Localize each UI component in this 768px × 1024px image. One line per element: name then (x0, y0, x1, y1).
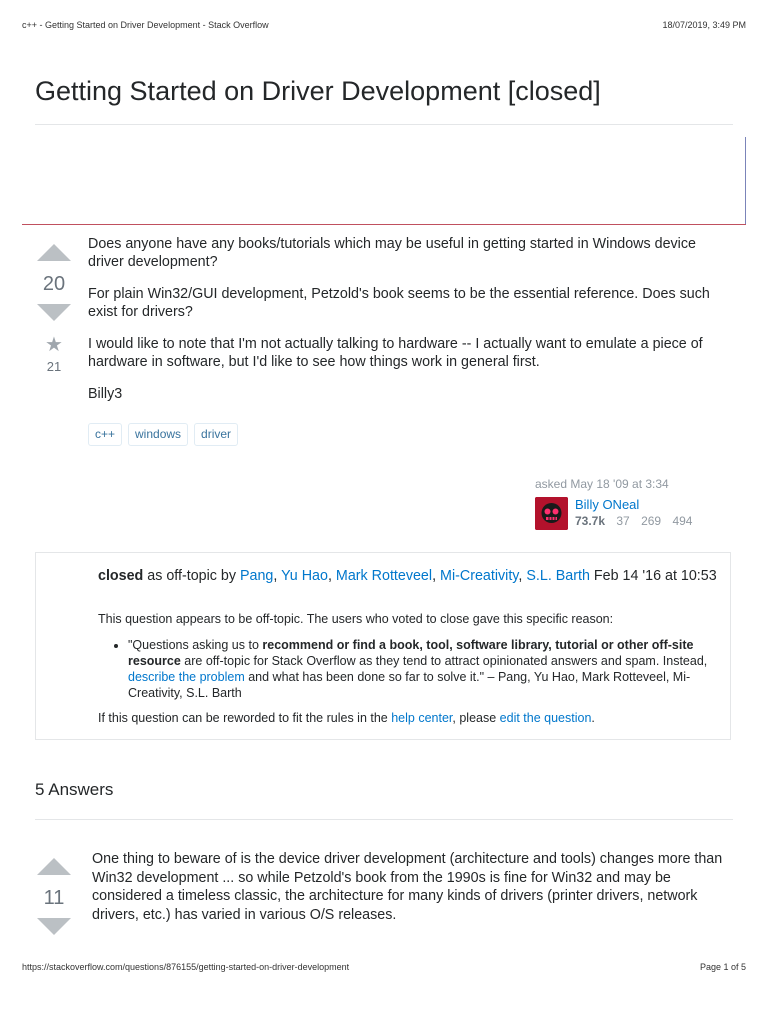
footer-text: , please (452, 711, 500, 725)
separator: , (327, 568, 336, 584)
answer-body: One thing to beware of is the device driver development (architecture and tools) changes more than Win32 development ... so while Petzold's book from the 1990s is fine for Win32 and may be considered a timeless classic, the architecture for many kinds of drivers (printer drivers, network drivers, etc.) has varied in various O/S releases. (92, 851, 723, 923)
answers-divider (35, 819, 733, 820)
question-vote-cell (34, 244, 74, 374)
voter-link[interactable]: Mi-Creativity (440, 568, 519, 584)
closed-date: Feb 14 '16 at 10:53 (589, 568, 717, 584)
gold-badge-count: 37 (616, 514, 630, 528)
avatar[interactable] (535, 497, 568, 530)
edit-question-link[interactable]: edit the question (499, 711, 592, 725)
question-paragraph: For plain Win32/GUI development, Petzold's book seems to be the essential reference. Does such exist for drivers? (88, 286, 710, 320)
voter-link[interactable]: Mark Rotteveel (335, 568, 433, 584)
print-header-date: 18/07/2019, 3:49 PM (662, 20, 746, 30)
question-tags (88, 423, 238, 446)
upvote-arrow-icon[interactable] (37, 244, 71, 261)
closed-reason-intro: This question appears to be off-topic. The users who voted to close gave this specific reason: (98, 612, 614, 626)
print-header-title: c++ - Getting Started on Driver Development - Stack Overflow (22, 20, 269, 30)
print-footer (22, 962, 746, 972)
closed-notice-header (98, 567, 718, 585)
closed-reason-list (98, 637, 718, 701)
tag-cpp[interactable]: c++ (88, 423, 122, 446)
reason-text: "Questions asking us to (128, 638, 263, 652)
closed-reason-item (128, 637, 718, 701)
question-signature: Billy3 (88, 386, 123, 402)
reason-bold-text: recommend or find a book, tool, software library, tutorial or other off-site resource (128, 638, 694, 668)
voter-link[interactable]: Pang (239, 568, 274, 584)
downvote-arrow-icon[interactable] (37, 304, 71, 321)
upvote-arrow-icon[interactable] (37, 858, 71, 875)
reason-text: and what has been done so far to solve it." – Pang, Yu Hao, Mark Rotteveel, Mi-Creativity, S.L. Barth (128, 670, 691, 700)
question-score: 20 (42, 273, 66, 295)
answers-count-header: 5 Answers (35, 780, 114, 799)
answer-vote-cell (34, 858, 74, 935)
author-name-link[interactable]: Billy ONeal (575, 497, 640, 512)
question-paragraph: I would like to note that I'm not actually talking to hardware -- I actually want to emulate a piece of hardware in software, but I'd like to see how things work in general first. (88, 336, 703, 370)
voter-link[interactable]: S.L. Barth (526, 568, 590, 584)
separator: , (432, 568, 441, 584)
voter-link[interactable]: Yu Hao (281, 568, 328, 584)
help-center-link[interactable]: help center (391, 711, 453, 725)
question-body (88, 235, 724, 417)
downvote-arrow-icon[interactable] (37, 918, 71, 935)
avatar-skull-icon (535, 497, 568, 530)
favorite-count: 21 (46, 359, 62, 374)
question-paragraph: Does anyone have any books/tutorials which may be useful in getting started in Windows device driver development? (88, 236, 696, 270)
closed-notice-footer (98, 711, 718, 725)
page-title: Getting Started on Driver Development [closed] (35, 76, 601, 106)
asked-timestamp: asked May 18 '09 at 3:34 (535, 477, 669, 491)
separator: , (273, 568, 282, 584)
author-reputation-row (575, 514, 692, 528)
tag-driver[interactable]: driver (194, 423, 238, 446)
footer-text: If this question can be reworded to fit the rules in the (98, 711, 392, 725)
ad-frame-bottom-edge (22, 224, 746, 225)
describe-problem-link[interactable]: describe the problem (128, 670, 245, 684)
footer-text: . (591, 711, 595, 725)
print-header (22, 20, 746, 30)
separator: , (518, 568, 527, 584)
silver-badge-count: 269 (641, 514, 662, 528)
print-footer-page: Page 1 of 5 (699, 962, 746, 972)
title-divider (35, 124, 733, 125)
answer-score: 11 (43, 887, 65, 909)
reputation-score: 73.7k (575, 514, 606, 528)
bronze-badge-count: 494 (672, 514, 693, 528)
favorite-star-icon[interactable]: ★ (45, 334, 63, 356)
closed-label: closed (98, 568, 144, 584)
print-footer-url: https://stackoverflow.com/questions/876155/getting-started-on-driver-development (22, 962, 350, 972)
reason-text: are off-topic for Stack Overflow as they tend to attract opinionated answers and spam. Instead, (180, 654, 708, 668)
ad-frame-right-edge (745, 137, 746, 225)
closed-as-text: as off-topic by (143, 568, 240, 584)
closed-reason (98, 611, 718, 701)
tag-windows[interactable]: windows (128, 423, 188, 446)
